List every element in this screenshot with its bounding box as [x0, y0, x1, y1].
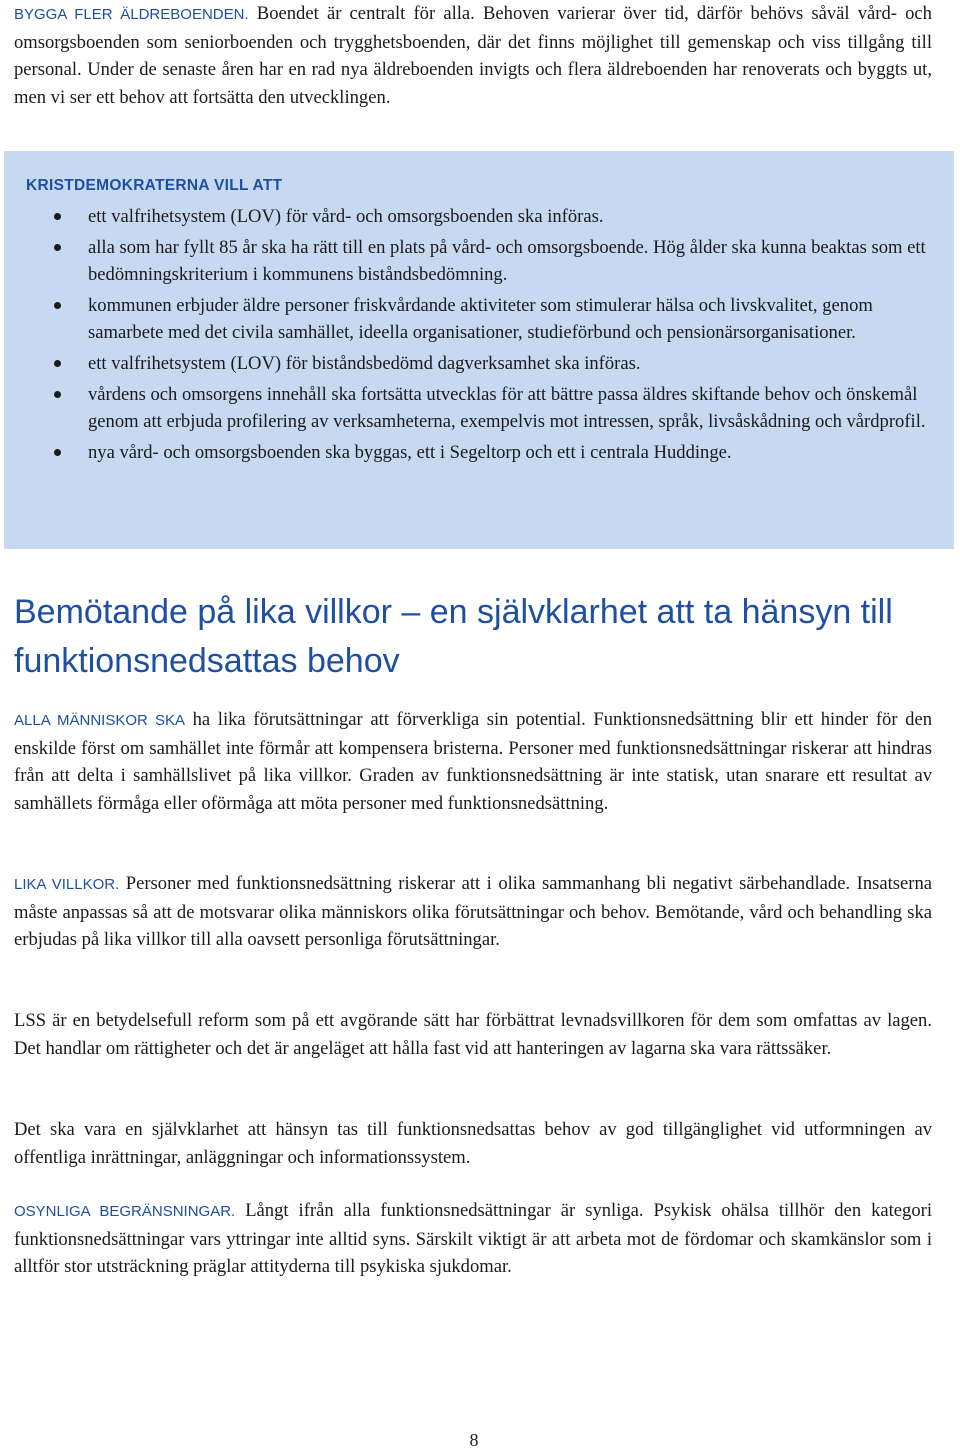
paragraph-lead: LIKA VILLKOR. — [14, 876, 120, 893]
list-item — [4, 381, 938, 435]
paragraph-lead: OSYNLIGA BEGRÄNSNINGAR. — [14, 1203, 236, 1220]
list-item — [4, 439, 938, 466]
intro-lead: BYGGA FLER ÄLDREBOENDEN. — [14, 6, 249, 23]
intro-text: Boendet är centralt för alla. Behoven varierar över tid, därför behövs såväl vård- och omsorgsboenden som seniorboenden och trygghetsboenden, där det finns möjlighet till gemenskap och viss tillgång till personal. Under de senaste åren har en rad nya äldreboenden invigts och flera äldreboenden har renoverats och byggts ut, men vi ser ett behov att fortsätta den utvecklingen. — [14, 3, 932, 108]
paragraph-osynliga — [14, 1197, 932, 1281]
bullet-icon — [54, 360, 61, 367]
list-item — [4, 234, 938, 288]
list-item-text: ett valfrihetsystem (LOV) för vård- och omsorgsboenden ska införas. — [88, 206, 604, 227]
paragraph-text: Personer med funktionsnedsättning riskerar att i olika sammanhang bli negativt särbehandlade. Insatserna måste anpassas så att de motsvarar olika människors olika förutsättningar och behov. Bemötande, vård och behandling ska erbjudas på lika villkor till alla oavsett personliga förutsättningar. — [14, 873, 933, 950]
section-heading: Bemötande på lika villkor – en självklarhet att ta hänsyn till funktionsnedsattas behov — [14, 593, 893, 680]
paragraph-lika-villkor — [14, 870, 932, 954]
bullet-icon — [54, 213, 61, 220]
paragraph-tillganglighet: Det ska vara en självklarhet att hänsyn tas till funktionsnedsattas behov av god tillgänglighet vid utformningen av offentliga inrättningar, anläggningar och informationssystem. — [14, 1119, 932, 1168]
list-item-text: vårdens och omsorgens innehåll ska fortsätta utvecklas för att bättre passa äldres skiftande behov och önskemål genom att erbjuda profilering av verksamheterna, exempelvis mot intressen, språk, livsåskådning och vårdprofil. — [88, 384, 926, 432]
bullet-icon — [54, 302, 61, 309]
list-item — [4, 292, 938, 346]
paragraph-lss: LSS är en betydelsefull reform som på ett avgörande sätt har förbättrat levnadsvillkoren för dem som omfattas av lagen. Det handlar om rättigheter och det är angeläget att hålla fast vid att hanteringen av lagarna ska vara rättssäker. — [14, 1010, 932, 1059]
bullet-icon — [54, 449, 61, 456]
paragraph-text: ha lika förutsättningar att förverkliga sin potential. Funktionsnedsättning blir ett hinder för den enskilde först om samhället inte förmår att kompensera bristerna. Personer med funktionsnedsättningar riskerar att hindras från att delta i samhällslivet på lika villkor. Graden av funktionsnedsättning är inte statisk, utan snarare ett resultat av samhällets förmåga eller oförmåga att möta personer med funktionsnedsättning. — [14, 709, 932, 814]
policy-box — [4, 151, 954, 549]
bullet-icon — [54, 391, 61, 398]
policy-box-title: KRISTDEMOKRATERNA VILL ATT — [26, 177, 283, 194]
paragraph-lead: ALLA MÄNNISKOR SKA — [14, 712, 185, 729]
list-item-text: alla som har fyllt 85 år ska ha rätt till en plats på vård- och omsorgsboende. Hög ålder ska kunna beaktas som ett bedömningskriterium i kommunens biståndsbedömning. — [88, 237, 926, 285]
bullet-icon — [54, 244, 61, 251]
page-number: 8 — [469, 1430, 479, 1450]
list-item-text: nya vård- och omsorgsboenden ska byggas, ett i Segeltorp och ett i centrala Huddinge. — [88, 442, 732, 463]
list-item-text: ett valfrihetsystem (LOV) för biståndsbedömd dagverksamhet ska införas. — [88, 353, 641, 374]
list-item — [4, 203, 938, 230]
list-item — [4, 350, 938, 377]
list-item-text: kommunen erbjuder äldre personer friskvårdande aktiviteter som stimulerar hälsa och livskvalitet, genom samarbete med det civila samhället, ideella organisationer, studieförbund och pensionärsorganisationer. — [88, 295, 873, 343]
policy-list — [4, 203, 954, 470]
intro-paragraph — [14, 0, 932, 111]
paragraph-alla-manniskor — [14, 706, 932, 817]
paragraph-text: Långt ifrån alla funktionsnedsättningar är synliga. Psykisk ohälsa tillhör den kategori funktionsnedsättningar vars yttringar inte alltid syns. Särskilt viktigt är att arbeta mot de fördomar och skamkänslor som i alltför stor utsträckning präglar attityderna till psykiska sjukdomar. — [14, 1200, 932, 1277]
